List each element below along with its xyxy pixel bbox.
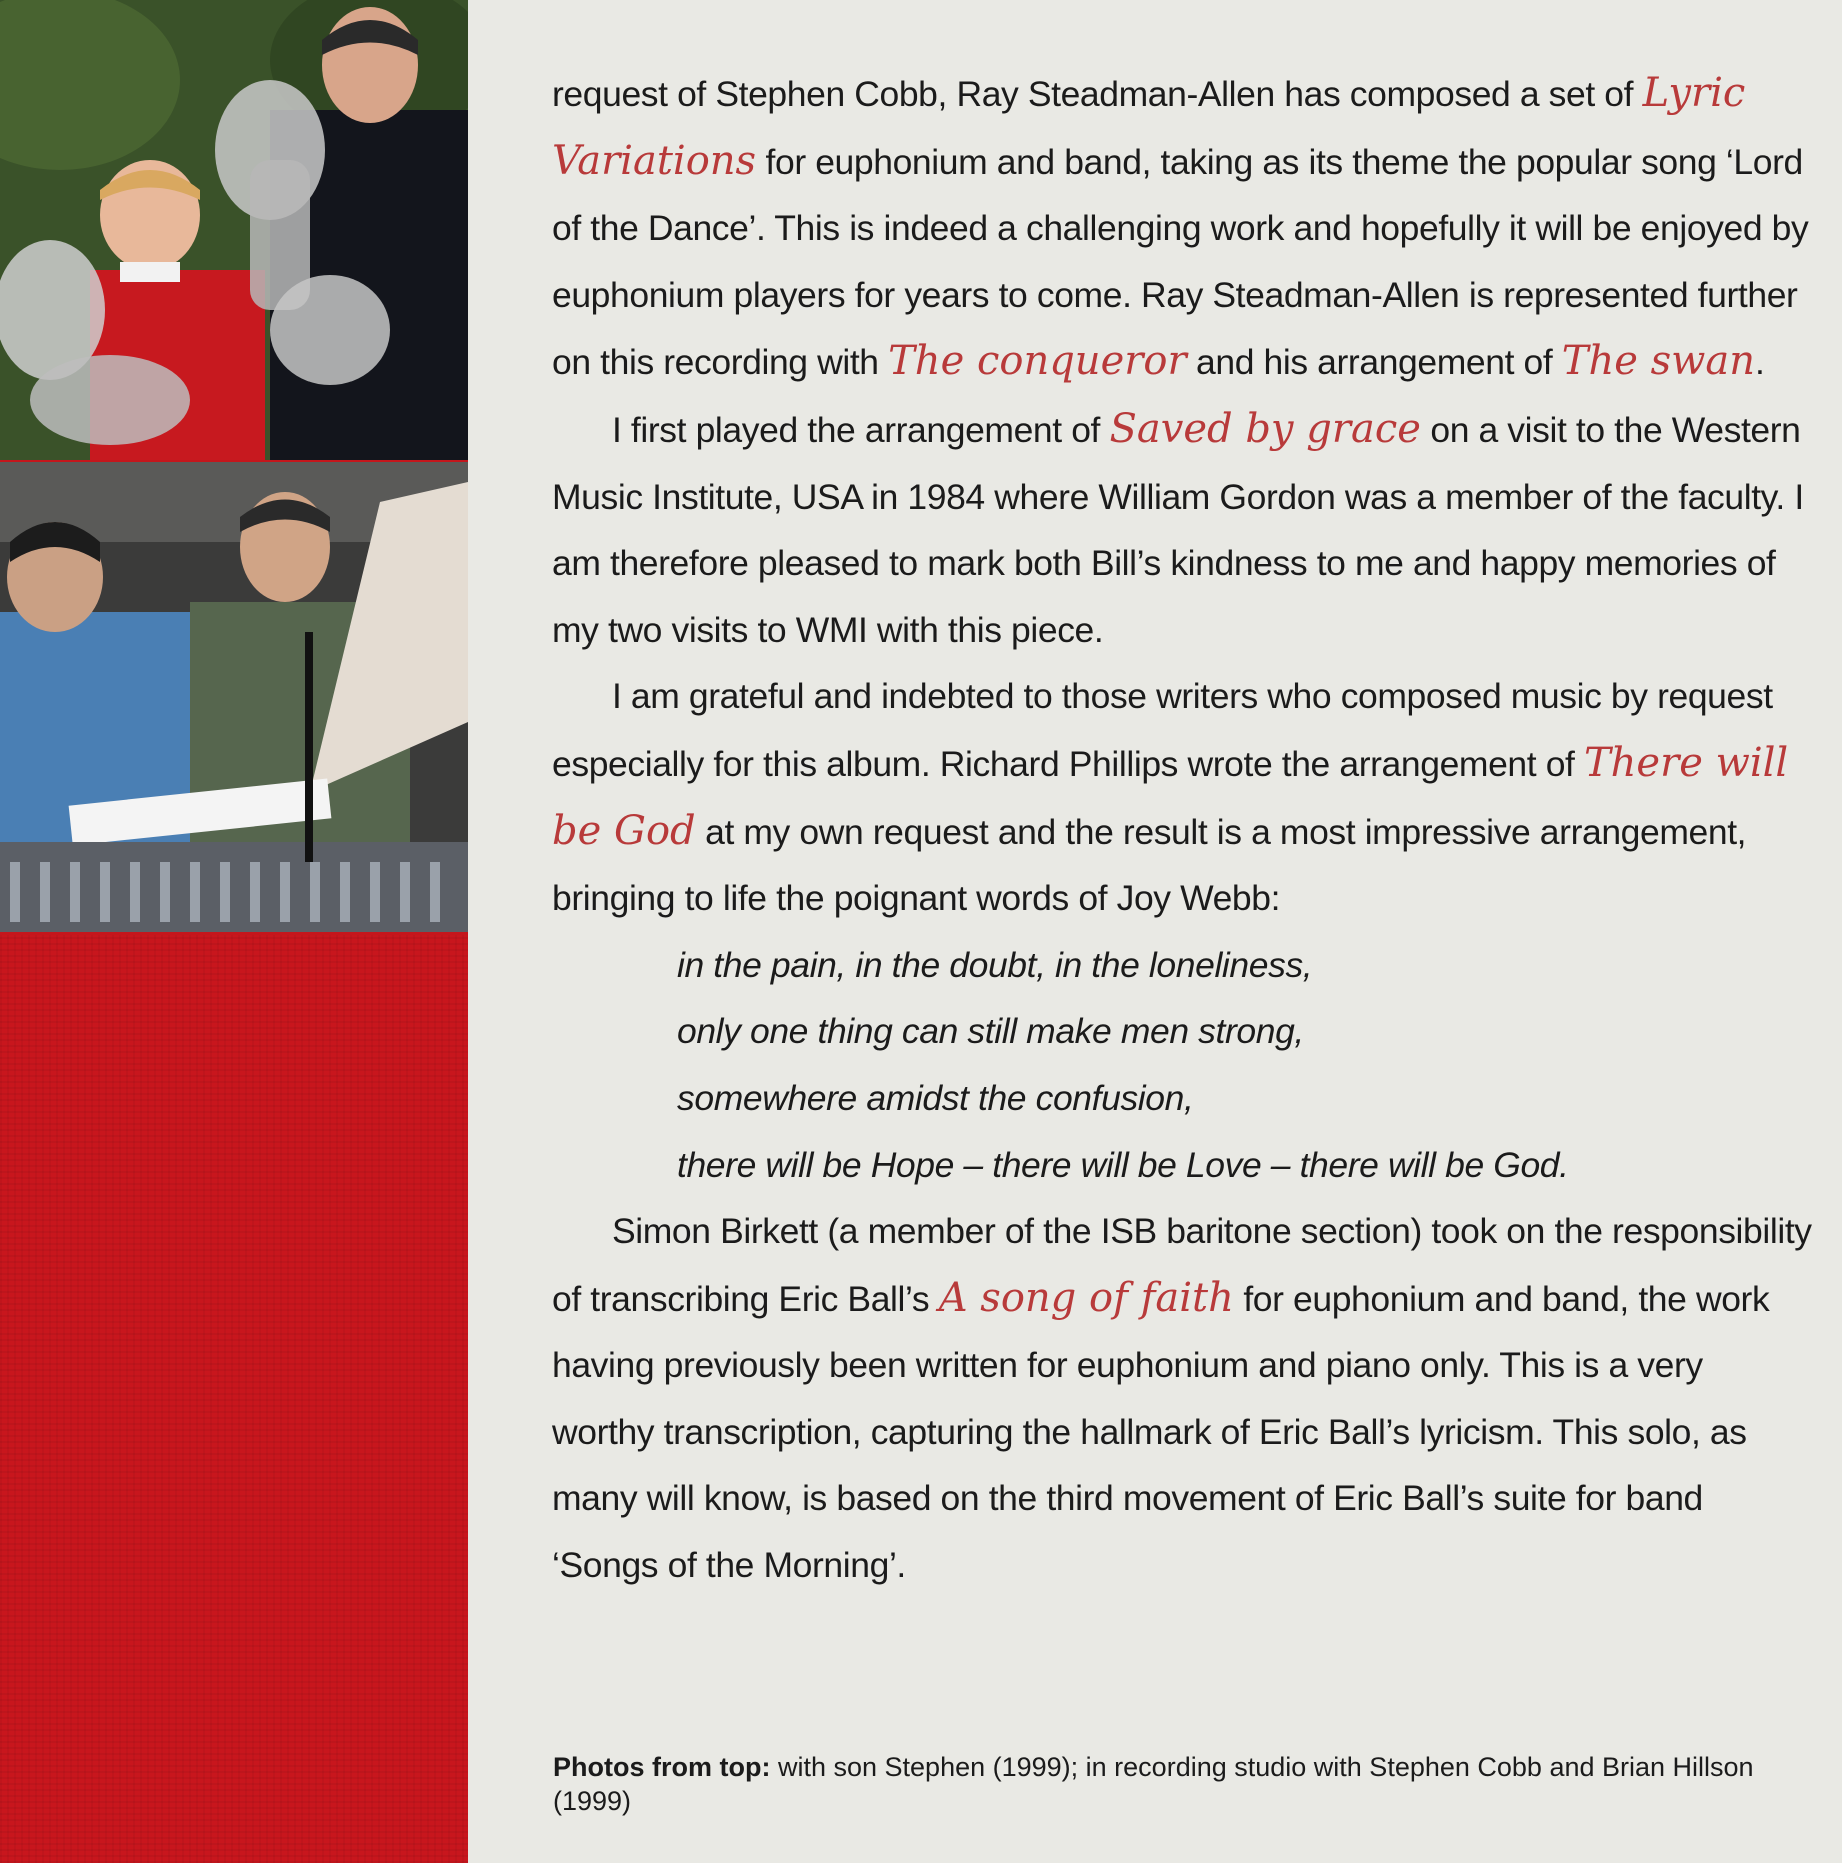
work-title: Lyric Variations [552,70,1746,184]
liner-notes-text [552,60,1812,1599]
body-text: for euphonium and band, the work having previously been written for euphonium and piano only. This is a very worthy transcription, capturing the hallmark of Eric Ball’s lyricism. This solo, as many will know, is based on the third movement of Eric Ball’s suite for band ‘Songs of the Morning’. [552,1278,1770,1586]
poem-line: in the pain, in the doubt, in the loneliness, [677,944,1313,985]
paragraph-1 [552,60,1812,396]
body-text: . [1754,342,1765,383]
paragraph-4 [552,1198,1812,1599]
photo-with-son [0,0,468,460]
poem-line: there will be Hope – there will be Love – there will be God. [677,1144,1569,1185]
body-text: I am grateful and indebted to those writers who composed music by request especially for this album. Richard Phillips wrote the arrangement of [552,676,1773,784]
body-text: request of Stephen Cobb, Ray Steadman-Allen has composed a set of [552,74,1643,114]
photo-caption [553,1750,1813,1818]
work-title: Saved by grace [1109,405,1421,452]
body-text: and his arrangement of [1186,342,1562,383]
poem-line: only one thing can still make men strong, [677,1011,1304,1052]
paragraph-2 [552,396,1812,663]
body-text: Simon Birkett (a member of the ISB baritone section) took on the responsibility of transcribing Eric Ball’s [552,1211,1812,1319]
left-column [0,0,468,1863]
body-text: at my own request and the result is a most impressive arrangement, bringing to life the poignant words of Joy Webb: [552,811,1747,919]
work-title: The swan [1561,338,1755,385]
poem-quote [552,932,1812,1198]
photo-recording-studio [0,462,468,932]
body-text: on a visit to the Western Music Institute, USA in 1984 where William Gordon was a member of the faculty. I am therefore pleased to mark both Bill’s kindness to me and happy memories of my two visits to WMI with this piece. [552,409,1804,650]
red-panel [0,935,468,1863]
work-title: There will be God [552,739,1789,854]
body-text: for euphonium and band, taking as its theme the popular song ‘Lord of the Dance’. This is indeed a challenging work and hopefully it will be enjoyed by euphonium players for years to come. Ray Steadman-Allen is represented further on this recording with [552,141,1809,383]
poem-line: somewhere amidst the confusion, [677,1077,1194,1118]
work-title: A song of faith [938,1274,1234,1321]
caption-label: Photos from top: [553,1752,771,1782]
paragraph-3 [552,663,1812,931]
work-title: The conqueror [888,338,1187,385]
caption-text: with son Stephen (1999); in recording studio with Stephen Cobb and Brian Hillson (1999) [553,1752,1754,1816]
body-text: I first played the arrangement of [612,409,1110,450]
